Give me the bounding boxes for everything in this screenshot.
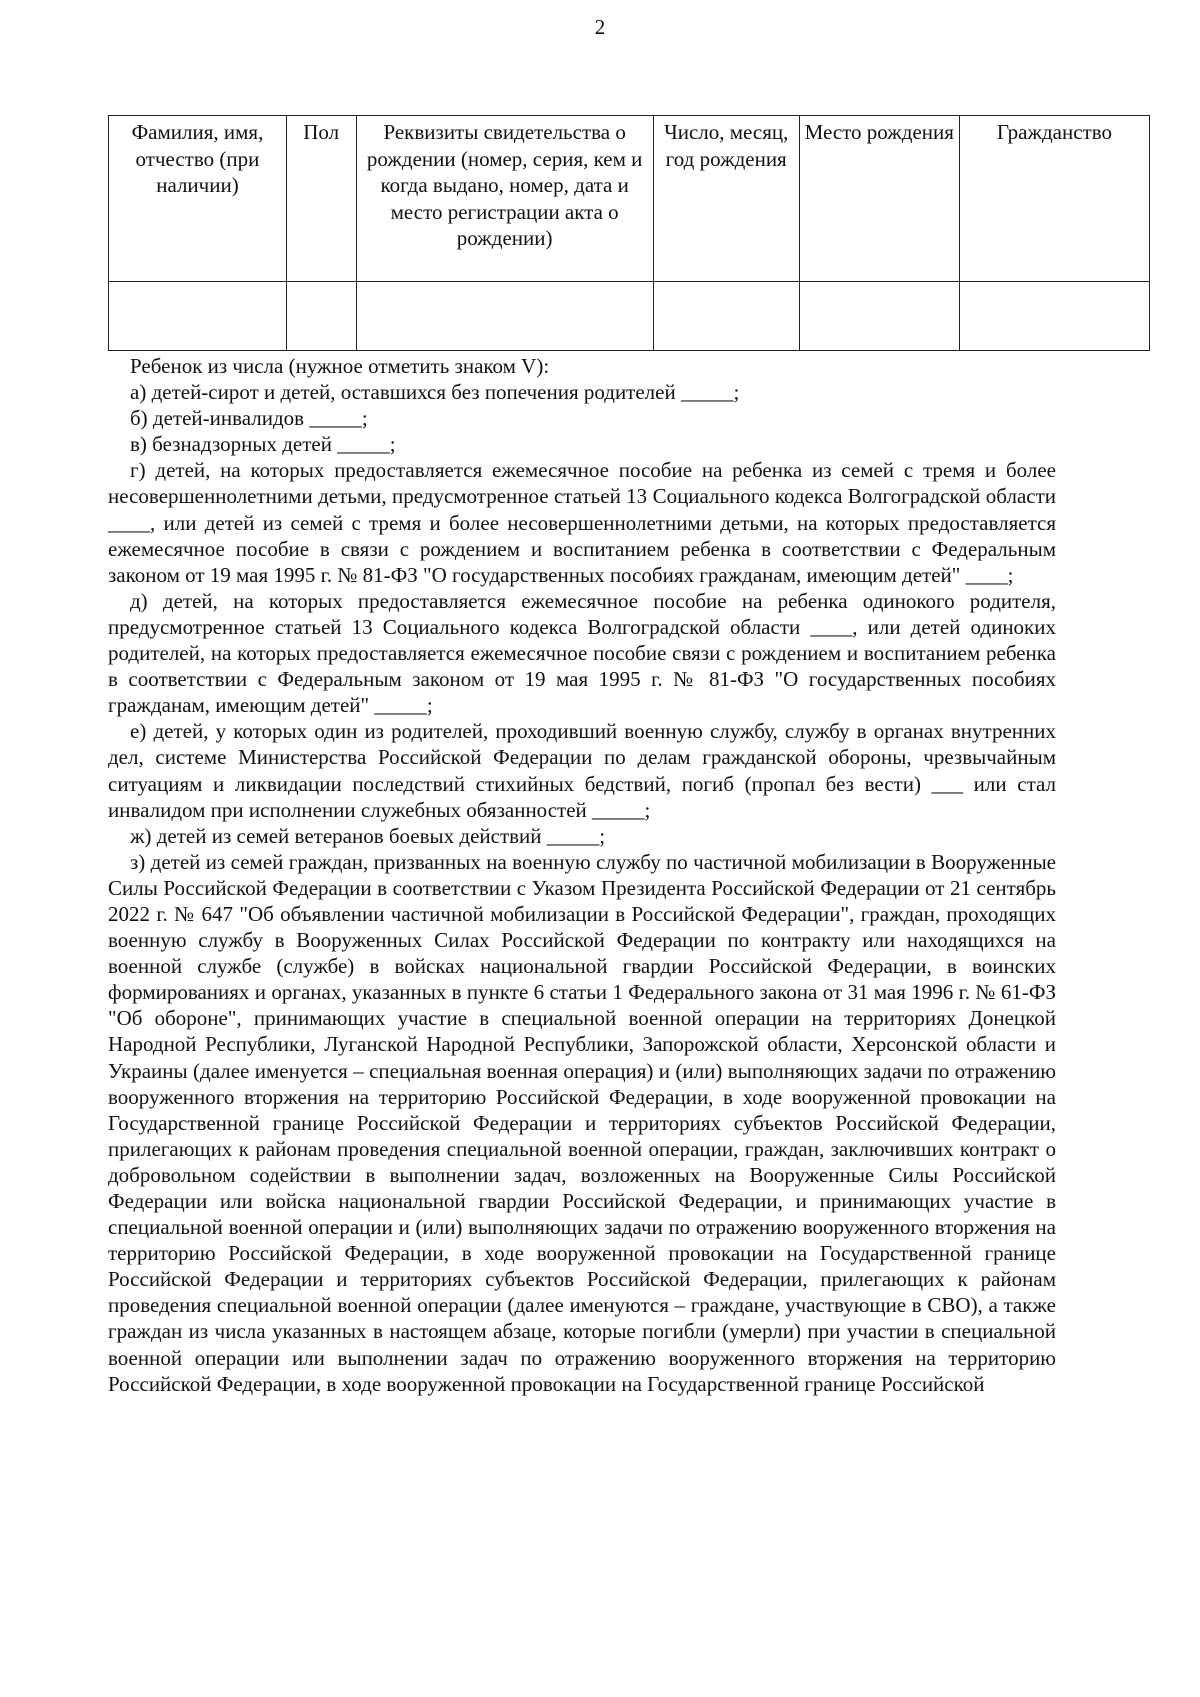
- header-birth-certificate: Реквизиты свидетельства о рождении (номер, серия, кем и когда выдано, номер, дата и место регистрации акта о рождении): [356, 116, 653, 282]
- cell-citizenship[interactable]: [959, 282, 1149, 351]
- paragraph-e: е) детей, у которых один из родителей, проходивший военную службу, службу в органах внутренних дел, системе Министерства Российской Федерации по делам гражданской обороны, чрезвычайным ситуациям и ликвидации последствий стихийных бедствий, погиб (пропал без вести) ___ или стал инвалидом при исполнении служебных обязанностей _____;: [108, 719, 1056, 822]
- header-full-name: Фамилия, имя, отчество (при наличии): [109, 116, 287, 282]
- cell-birth-place[interactable]: [799, 282, 959, 351]
- paragraph-g: г) детей, на которых предоставляется ежемесячное пособие на ребенка из семей с тремя и более несовершеннолетними детьми, предусмотренное статьей 13 Социального кодекса Волгоградской области ____, или детей из семей с тремя и более несовершеннолетними детьми, на которых предоставляется ежемесячное пособие в связи с рождением и воспитанием ребенка в соответствии с Федеральным законом от 19 мая 1995 г. № 81-ФЗ "О государственных пособиях гражданам, имеющим детей" ____;: [108, 458, 1056, 587]
- header-sex: Пол: [286, 116, 356, 282]
- cell-birth-date[interactable]: [653, 282, 799, 351]
- paragraph-intro: Ребенок из числа (нужное отметить знаком V):: [130, 354, 550, 378]
- paragraph-a: а) детей-сирот и детей, оставшихся без попечения родителей _____;: [130, 380, 740, 405]
- cell-birth-certificate[interactable]: [356, 282, 653, 351]
- header-birth-date: Число, месяц, год рождения: [653, 116, 799, 282]
- body-text: [108, 353, 1056, 1397]
- paragraph-z: з) детей из семей граждан, призванных на военную службу по частичной мобилизации в Вооруженные Силы Российской Федерации в соответствии с Указом Президента Российской Федерации от 21 сентябрь 2022 г. № 647 "Об объявлении частичной мобилизации в Российской Федерации", граждан, проходящих военную службу в Вооруженных Силах Российской Федерации по контракту или находящихся на военной службе (службе) в войсках национальной гвардии Российской Федерации, в воинских формированиях и органах, указанных в пункте 6 статьи 1 Федерального закона от 31 мая 1996 г. № 61-ФЗ "Об обороне", принимающих участие в специальной военной операции на территориях Донецкой Народной Республики, Луганской Народной Республики, Запорожской области, Херсонской области и Украины (далее именуется – специальная военная операция) и (или) выполняющих задачи по отражению вооруженного вторжения на территорию Российской Федерации, в ходе вооруженной провокации на Государственной границе Российской Федерации и территориях субъектов Российской Федерации, прилегающих к районам проведения специальной военной операции, граждан, заключивших контракт о добровольном содействии в выполнении задач, возложенных на Вооруженные Силы Российской Федерации или войска национальной гвардии Российской Федерации, и принимающих участие в специальной военной операции и (или) выполняющих задачи по отражению вооруженного вторжения на территорию Российской Федерации, в ходе вооруженной провокации на Государственной границе Российской Федерации и территориях субъектов Российской Федерации, прилегающих к районам проведения специальной военной операции (далее именуются – граждане, участвующие в СВО), а также граждан из числа указанных в настоящем абзаце, которые погибли (умерли) при участии в специальной военной операции или выполнении задач по отражению вооруженного вторжения на территорию Российской Федерации, в ходе вооруженной провокации на Государственной границе Российской: [108, 849, 1056, 1396]
- header-birth-place: Место рождения: [799, 116, 959, 282]
- page-number: 2: [594, 15, 606, 39]
- table-row: [109, 282, 1150, 351]
- cell-sex[interactable]: [286, 282, 356, 351]
- paragraph-b: б) детей-инвалидов _____;: [130, 406, 368, 431]
- cell-full-name[interactable]: [109, 282, 287, 351]
- table-header-row: [109, 116, 1150, 282]
- paragraph-v: в) безнадзорных детей _____;: [130, 432, 396, 457]
- paragraph-d: д) детей, на которых предоставляется ежемесячное пособие на ребенка одинокого родителя, предусмотренное статьей 13 Социального кодекса Волгоградской области ____, или детей одиноких родителей, на которых предоставляется ежемесячное пособие связи с рождением и воспитанием ребенка в соответствии с Федеральным законом от 19 мая 1995 г. № 81-ФЗ "О государственных пособиях гражданам, имеющим детей" _____;: [108, 588, 1056, 718]
- header-citizenship: Гражданство: [959, 116, 1149, 282]
- child-info-table: [108, 115, 1150, 351]
- paragraph-zh: ж) детей из семей ветеранов боевых действий _____;: [130, 823, 606, 848]
